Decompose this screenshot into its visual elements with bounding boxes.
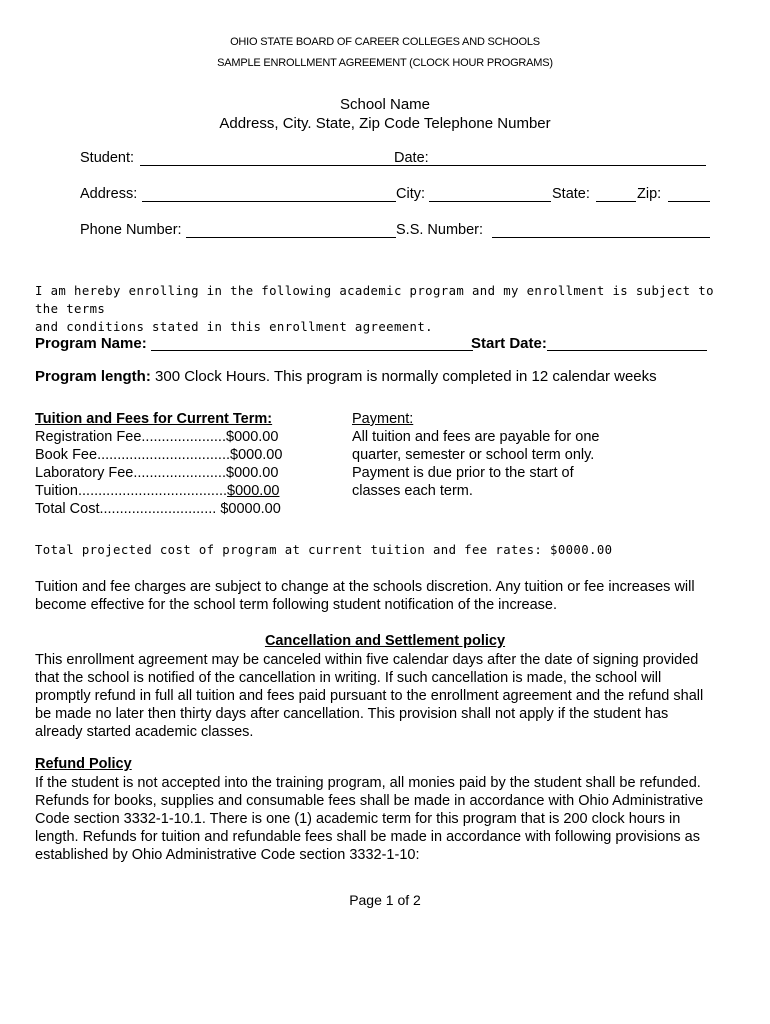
start-date-field[interactable]: [547, 335, 707, 351]
program-name-label: Program Name:: [35, 335, 147, 352]
enrollment-statement: [35, 282, 745, 336]
payment-line: classes each term.: [352, 483, 473, 499]
tuition-fees-section: [35, 410, 335, 518]
student-date-row: [80, 150, 712, 170]
policy-line: length. Refunds for tuition and refundable fees shall be made in accordance with following provisions as: [35, 829, 700, 845]
cancellation-policy: [35, 651, 738, 741]
fee-amount: $0000.00: [220, 501, 281, 517]
page-number: Page 1 of 2: [349, 892, 421, 908]
fee-row: [35, 464, 335, 482]
payment-line: quarter, semester or school term only.: [352, 447, 595, 463]
city-label: City:: [396, 186, 425, 202]
fee-row: [35, 482, 335, 500]
zip-field[interactable]: [668, 186, 710, 202]
fee-amount: $000.00: [227, 483, 280, 499]
address-label: Address:: [80, 186, 138, 202]
payment-line: All tuition and fees are payable for one: [352, 429, 600, 445]
fee-row: [35, 446, 335, 464]
fee-row: [35, 428, 335, 446]
policy-line: be made no later then thirty days after cancellation. This provision shall not apply if the student has: [35, 706, 669, 722]
policy-line: that the school is notified of the cancellation in writing. If such cancellation is made, the school will: [35, 670, 662, 686]
fee-amount: $000.00: [226, 465, 279, 481]
state-label: State:: [552, 186, 590, 202]
date-field[interactable]: [430, 150, 706, 166]
address-field[interactable]: [142, 186, 396, 202]
policy-line: This enrollment agreement may be canceled within five calendar days after the date of signing provided: [35, 652, 699, 668]
enrollment-statement-line: I am hereby enrolling in the following academic program and my enrollment is subject to the terms: [35, 284, 714, 316]
program-length: [35, 368, 735, 385]
student-label: Student:: [80, 150, 135, 166]
notice-line: become effective for the school term following student notification of the increase.: [35, 597, 558, 613]
program-length-text: 300 Clock Hours. This program is normally completed in 12 calendar weeks: [155, 368, 657, 385]
policy-line: promptly refund in full all tuition and fees paid pursuant to the enrollment agreement and the refund shall: [35, 688, 704, 704]
school-name: School Name: [339, 96, 431, 113]
agreement-title: SAMPLE ENROLLMENT AGREEMENT (CLOCK HOUR PROGRAMS): [217, 57, 553, 69]
fee-label: Total Cost.............................: [35, 501, 221, 517]
city-field[interactable]: [429, 186, 551, 202]
notice-line: Tuition and fee charges are subject to change at the schools discretion. Any tuition or fee increases will: [35, 579, 695, 595]
program-row: [35, 335, 715, 355]
tuition-change-notice: [35, 578, 738, 614]
fee-label: Tuition.....................................: [35, 483, 228, 499]
payment-line: Payment is due prior to the start of: [352, 465, 574, 481]
ss-field[interactable]: [492, 222, 710, 238]
payment-section: [352, 410, 652, 500]
projected-cost: Total projected cost of program at current tuition and fee rates: $0000.00: [35, 543, 613, 557]
zip-label: Zip:: [637, 186, 662, 202]
phone-label: Phone Number:: [80, 222, 182, 238]
policy-line: established by Ohio Administrative Code section 3332-1-10:: [35, 847, 420, 863]
board-title: OHIO STATE BOARD OF CAREER COLLEGES AND SCHOOLS: [230, 36, 540, 48]
state-field[interactable]: [596, 186, 636, 202]
fee-label: Registration Fee.....................: [35, 429, 226, 445]
tuition-heading: Tuition and Fees for Current Term:: [35, 411, 273, 427]
policy-line: already started academic classes.: [35, 724, 254, 740]
fee-amount: $000.00: [226, 429, 279, 445]
fee-amount: $000.00: [230, 447, 283, 463]
fee-label: Laboratory Fee.......................: [35, 465, 226, 481]
cancellation-heading: Cancellation and Settlement policy: [264, 633, 506, 649]
phone-ss-row: [80, 222, 712, 242]
policy-line: Code section 3332-1-10.1. There is one (1) academic term for this program that is 200 clock hours in: [35, 811, 681, 827]
enrollment-statement-line: and conditions stated in this enrollment agreement.: [35, 320, 433, 334]
ss-label: S.S. Number:: [396, 222, 484, 238]
policy-line: If the student is not accepted into the training program, all monies paid by the student shall be refunded.: [35, 775, 701, 791]
start-date-label: Start Date:: [471, 335, 547, 352]
refund-heading: Refund Policy: [35, 756, 132, 772]
school-address: Address, City. State, Zip Code Telephone Number: [219, 115, 551, 132]
fee-row: [35, 500, 335, 518]
phone-field[interactable]: [186, 222, 396, 238]
date-label: Date:: [394, 150, 429, 166]
address-row: [80, 186, 712, 206]
program-length-label: Program length:: [35, 368, 151, 385]
payment-heading: Payment:: [352, 411, 414, 427]
program-name-field[interactable]: [151, 335, 473, 351]
refund-policy: [35, 774, 738, 864]
policy-line: Refunds for books, supplies and consumable fees shall be made in accordance with Ohio Administrative: [35, 793, 704, 809]
fee-label: Book Fee.................................: [35, 447, 231, 463]
